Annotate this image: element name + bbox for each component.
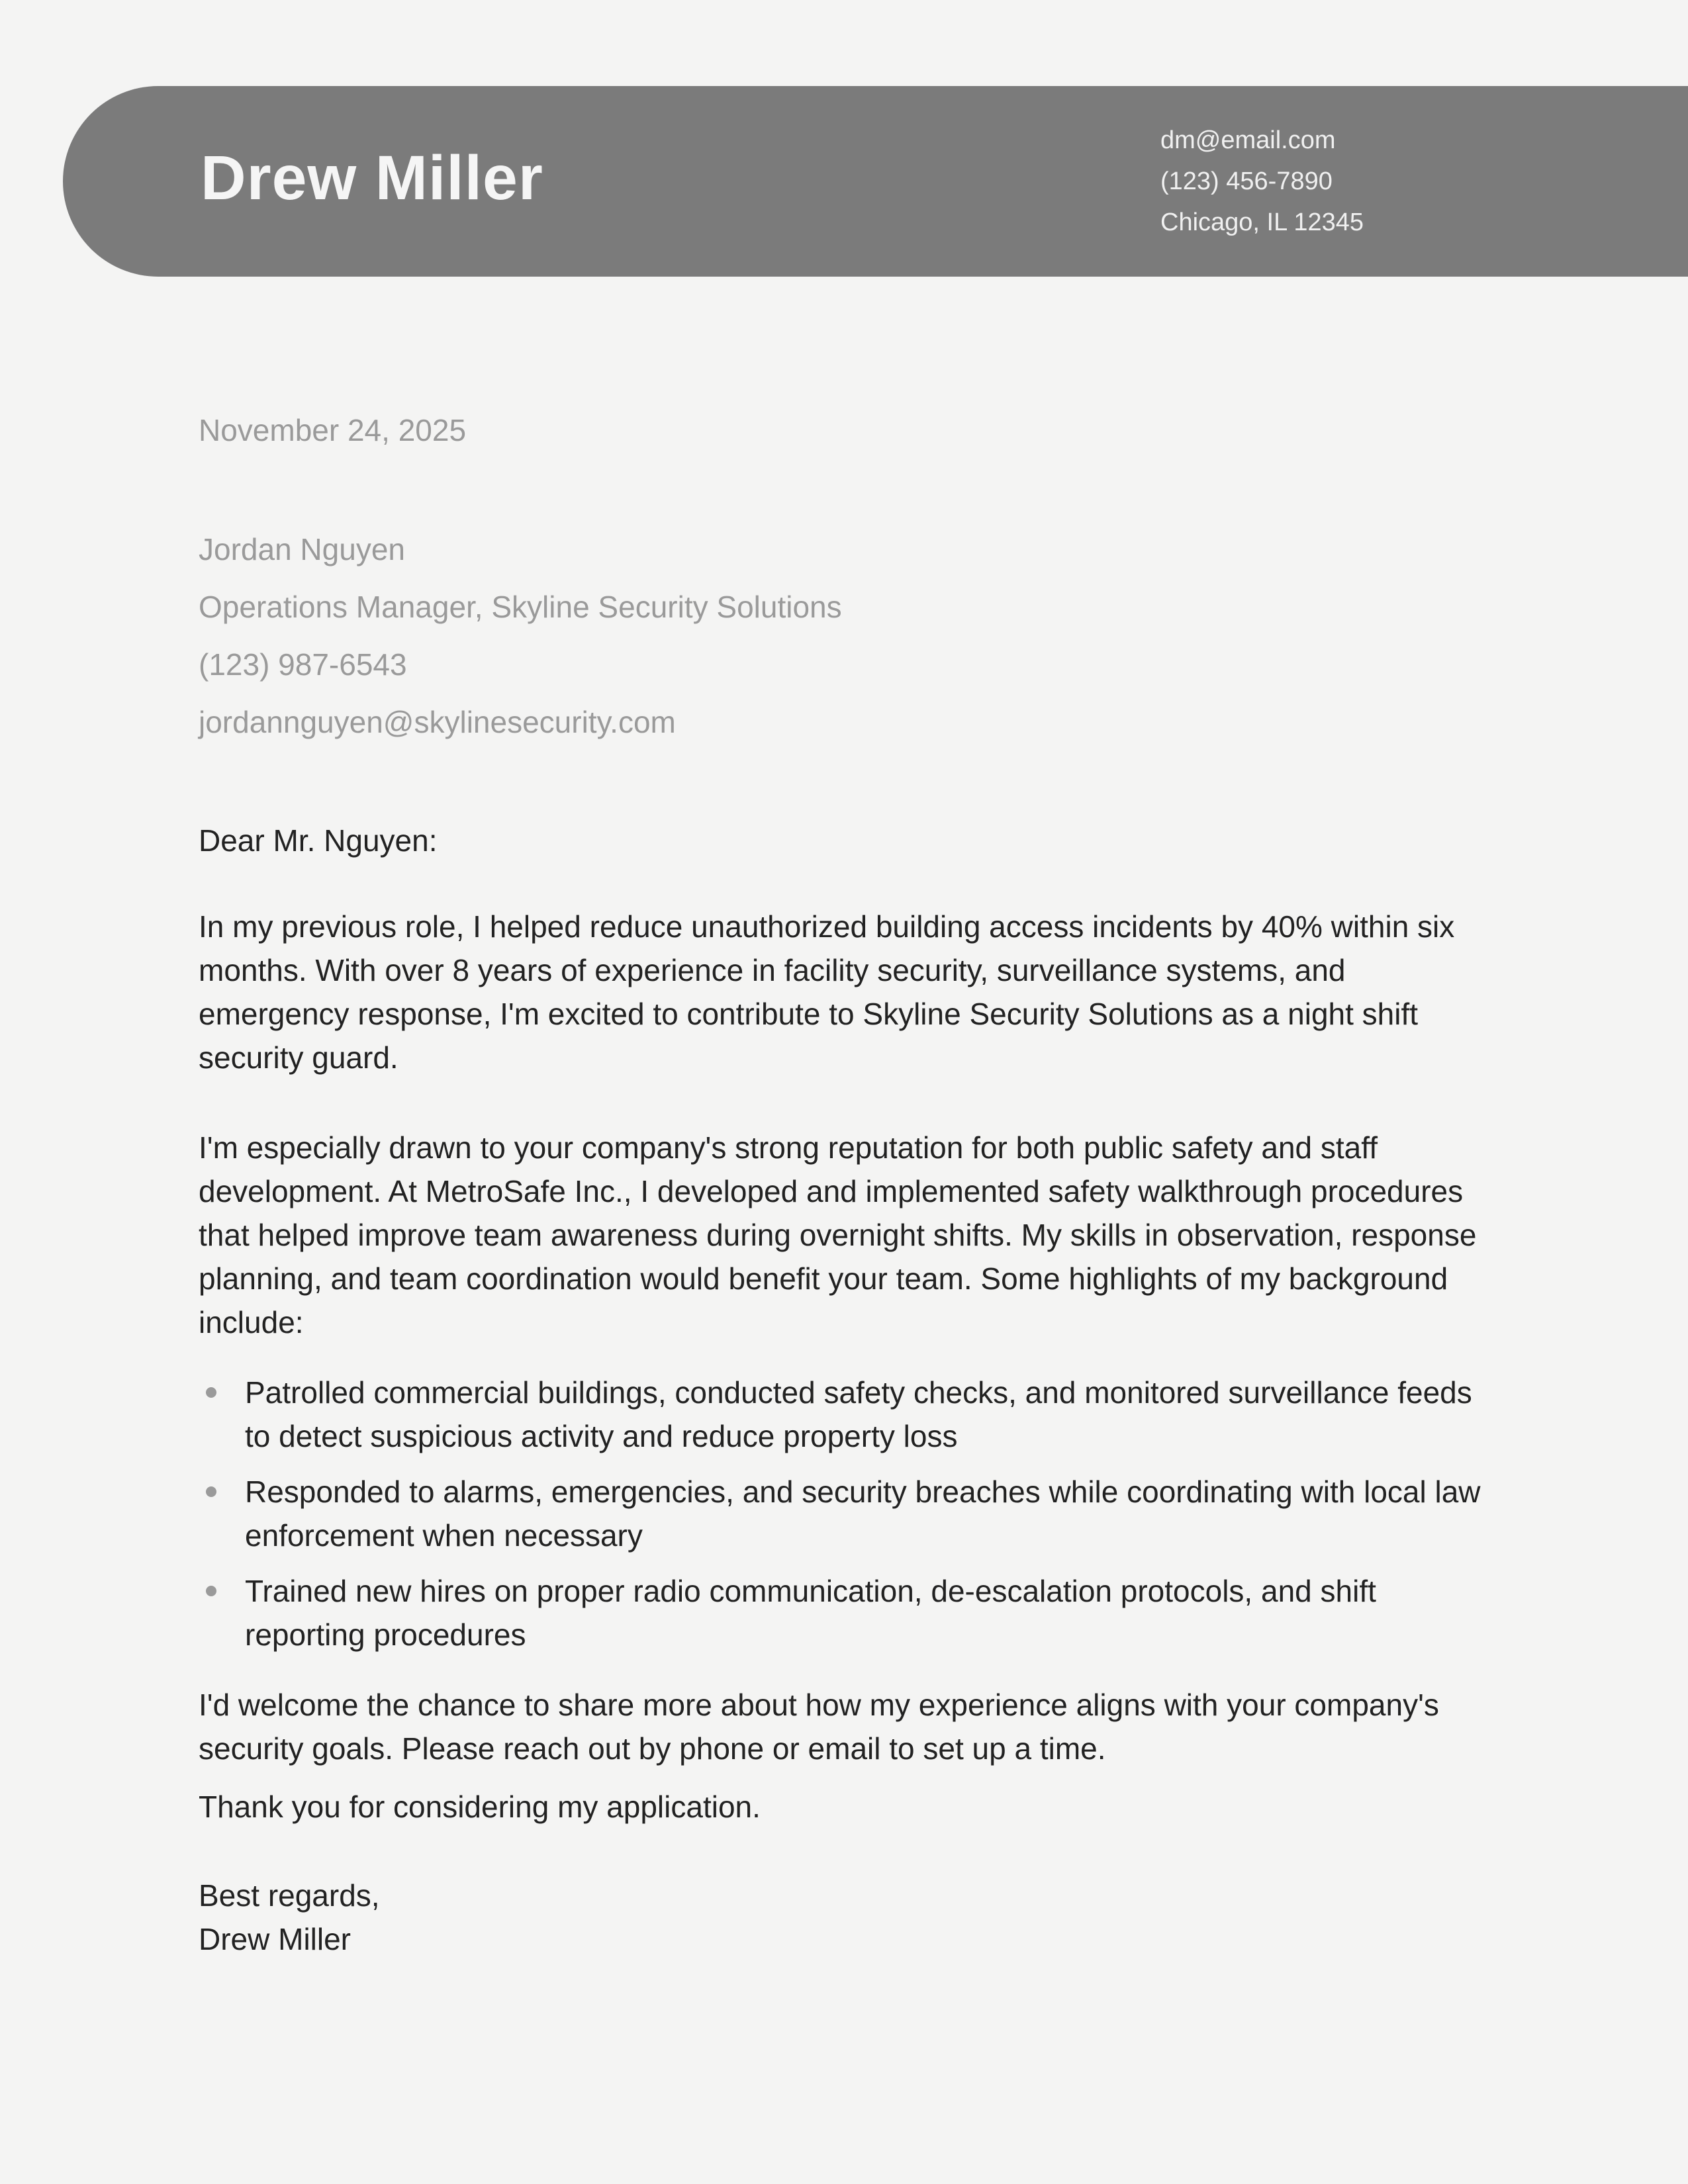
body-paragraph-1: In my previous role, I helped reduce unauthorized building access incidents by 40% within six months. With over 8 years of experience in facility security, surveillance systems, and emergency response, I'm excited to contribute to Skyline Security Solutions as a night shift security guard.: [199, 909, 1455, 1075]
signoff-block: [199, 1874, 1489, 1961]
recipient-title: Operations Manager, Skyline Security Solutions: [199, 590, 842, 624]
recipient-block: [199, 521, 1489, 751]
list-item: [199, 1470, 1489, 1557]
thank-you-line: Thank you for considering my application.: [199, 1790, 761, 1824]
highlights-list: [199, 1371, 1489, 1657]
list-item-text: Patrolled commercial buildings, conducted safety checks, and monitored surveillance feeds to detect suspicious activity and reduce property loss: [245, 1375, 1472, 1453]
signoff: Best regards,: [199, 1878, 380, 1913]
bullet-icon: [206, 1586, 216, 1596]
contact-phone: (123) 456-7890: [1160, 167, 1333, 195]
letter-body: [199, 276, 1489, 1961]
salutation: Dear Mr. Nguyen:: [199, 823, 438, 858]
closing-paragraph: I'd welcome the chance to share more about how my experience aligns with your company's security goals. Please reach out by phone or email to set up a time.: [199, 1688, 1439, 1766]
recipient-name: Jordan Nguyen: [199, 532, 405, 567]
signature-name: Drew Miller: [199, 1922, 351, 1956]
list-item: [199, 1371, 1489, 1458]
header-contact-block: [1160, 120, 1364, 243]
bullet-icon: [206, 1486, 216, 1497]
contact-email: dm@email.com: [1160, 126, 1336, 154]
contact-location: Chicago, IL 12345: [1160, 208, 1364, 236]
applicant-name: Drew Miller: [201, 143, 543, 214]
list-item: [199, 1569, 1489, 1657]
list-item-text: Trained new hires on proper radio communication, de-escalation protocols, and shift reporting procedures: [245, 1574, 1376, 1652]
bullet-icon: [206, 1387, 216, 1398]
recipient-email: jordannguyen@skylinesecurity.com: [199, 705, 676, 739]
letter-date: November 24, 2025: [199, 413, 467, 447]
recipient-phone: (123) 987-6543: [199, 647, 407, 682]
header-band: [63, 86, 1688, 277]
body-paragraph-2: I'm especially drawn to your company's strong reputation for both public safety and staff development. At MetroSafe Inc., I developed and implemented safety walkthrough procedures that helped improve team awareness during overnight shifts. My skills in observation, response planning, and team coordination would benefit your team. Some highlights of my background include:: [199, 1130, 1477, 1340]
list-item-text: Responded to alarms, emergencies, and security breaches while coordinating with local law enforcement when necessary: [245, 1475, 1481, 1553]
